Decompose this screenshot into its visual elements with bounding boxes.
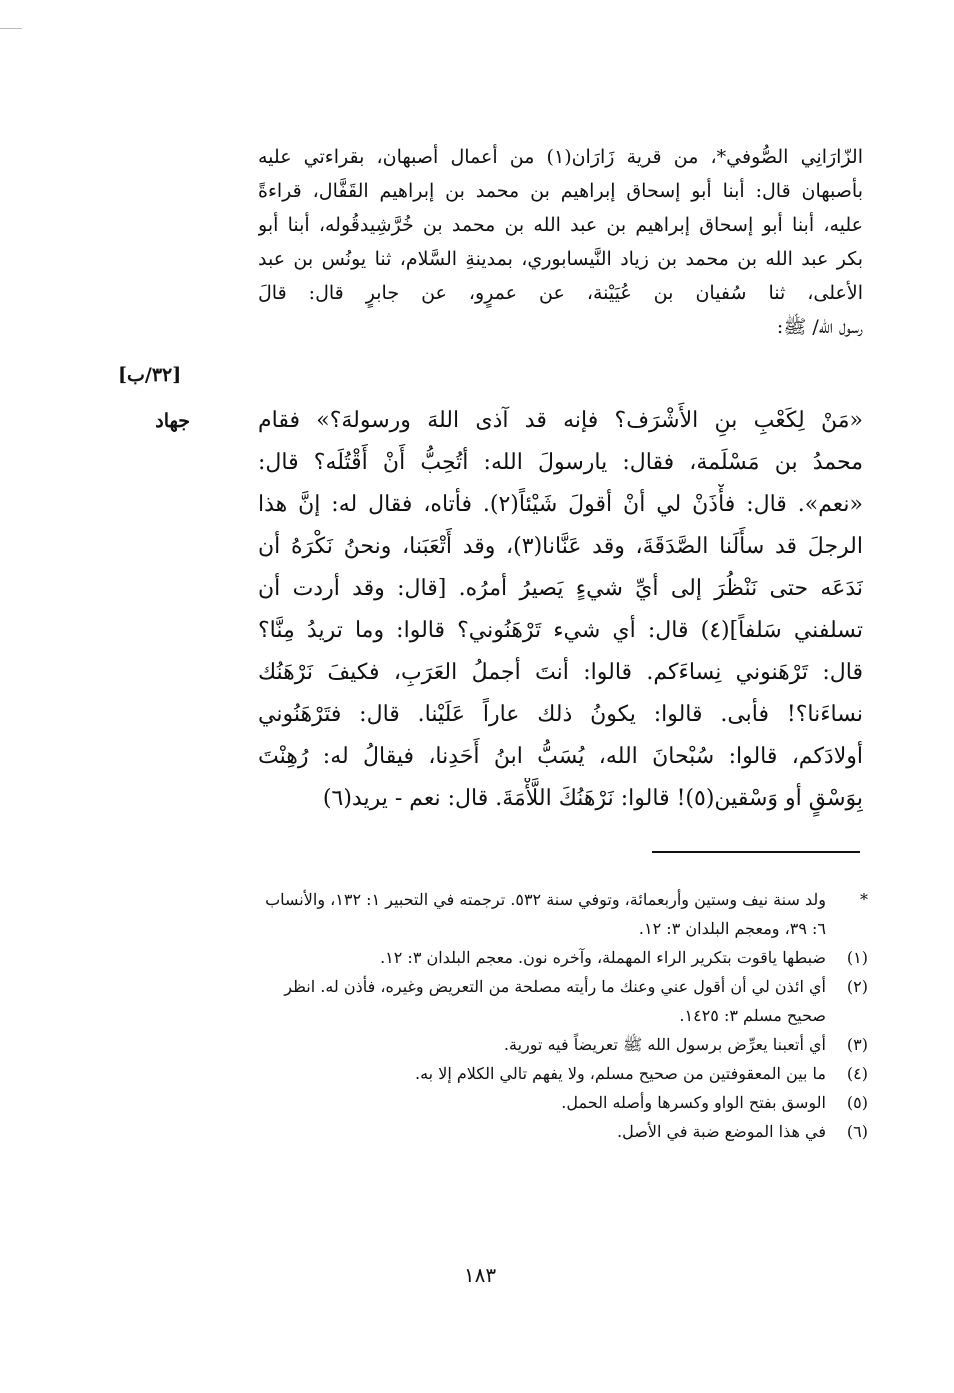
main-line-1: الزّارَانِي الصُّوفي*، من قرية زَارَان(١) من أعمال أصبهان، بقراءتي عليه xyxy=(258,146,863,168)
footnote-item xyxy=(258,972,868,1030)
main-line-3: عليه، أبنا أبو إسحاق إبراهيم بن عبد الله بن محمد بن خُرَّشِيدقُوله، أبنا أبو xyxy=(258,214,863,236)
footnote-text: ضبطها ياقوت بتكرير الراء المهملة، وآخره نون. معجم البلدان ٣: ١٢. xyxy=(380,948,826,967)
footnote-mark: * xyxy=(860,890,868,909)
hadith-line-6: تسلفني سَلفاً](٤) قال: أي شيء تَرْهَنُوني؟ قالوا: وما تريدُ مِنَّا؟ xyxy=(258,618,863,643)
hadith-line-2: محمدُ بن مَسْلَمة، فقال: يارسولَ الله: أتُحِبُّ أَنْ أَقْتُلَه؟ قال: xyxy=(258,450,863,475)
hadith-line-5: نَدَعَه حتى نَنْظُرَ إلى أيِّ شيءٍ يَصيرُ أمرُه. [قال: وقد أردت أن xyxy=(258,576,863,601)
footnote-item xyxy=(258,1088,868,1117)
footnote-text: ولد سنة نيف وستين وأربعمائة، وتوفي سنة ٥٣٢. ترجمته في التحبير ١: ١٣٢، والأنساب ٦: ٣٩، ومعجم البلدان ٣: ١٢. xyxy=(265,890,826,938)
footnotes xyxy=(258,885,868,1146)
footnote-mark: (١) xyxy=(846,948,868,967)
scan-corner-mark xyxy=(0,28,22,29)
footnote-item xyxy=(258,1117,868,1146)
hadith-text-block xyxy=(258,400,863,820)
main-line-5: الأعلى، ثنا سُفيان بن عُيَيْنة، عن عمرٍو، عن جابرٍ قال: قالَ xyxy=(258,282,863,304)
main-text-block xyxy=(258,140,863,344)
footnote-text: الوسق بفتح الواو وكسرها وأصله الحمل. xyxy=(561,1093,826,1112)
footnote-mark: (٢) xyxy=(846,977,868,996)
main-line-6: رسول الله/ ﷺ: xyxy=(776,316,863,338)
main-line-4: بكر عبد الله بن محمد بن زياد النَّيسابوري، بمدينةِ السَّلام، ثنا يونُس بن عبد xyxy=(258,248,863,270)
footnote-text: في هذا الموضع ضبة في الأصل. xyxy=(617,1122,826,1141)
footnote-mark: (٦) xyxy=(846,1122,868,1141)
hadith-line-7: قال: تَرْهَنوني نِساءَكم. قالوا: أنتَ أجملُ العَرَبِ، فكيفَ نَرْهَنُك xyxy=(258,660,863,685)
footnote-mark: (٣) xyxy=(846,1035,868,1054)
hadith-line-3: «نعم». قال: فأْذَنْ لي أنْ أقولَ شَيْئاً(٢). فأتاه، فقال له: إنَّ هذا xyxy=(258,492,863,517)
margin-topic-label: جهاد xyxy=(155,410,190,432)
page-number: ١٨٣ xyxy=(463,1263,497,1287)
footnote-separator xyxy=(652,851,860,853)
hadith-line-1: «مَنْ لِكَعْبِ بنِ الأَشْرَف؟ فإنه قد آذى اللهَ ورسولهَ؟» فقام xyxy=(258,408,863,433)
footnote-text: ما بين المعقوفتين من صحيح مسلم، ولا يفهم تالي الكلام إلا به. xyxy=(414,1064,826,1083)
main-line-2: بأصبهان قال: أبنا أبو إسحاق إبراهيم بن محمد بن إبراهيم القَفَّال، قراءةً xyxy=(258,180,863,202)
hadith-line-10: بِوَسْقٍ أو وَسْقين(٥)! قالوا: نَرْهَنُكَ اللَّأْمَةَ. قال: نعم - يريد(٦) xyxy=(322,786,863,811)
footnote-item xyxy=(258,885,868,943)
footnote-item xyxy=(258,1059,868,1088)
footnote-item xyxy=(258,1030,868,1059)
hadith-line-4: الرجلَ قد سأَلَنا الصَّدَقَةَ، وقد عَنَّانا(٣)، وقد أَتْعَبَنا، ونحنُ نَكْرَهُ أن xyxy=(258,534,863,559)
footnote-mark: (٤) xyxy=(846,1064,868,1083)
hadith-line-8: نساءَنا؟! فأبى. قالوا: يكونُ ذلك عاراً عَلَيْنا. قال: فتَرْهَنُوني xyxy=(258,702,863,727)
footnote-text: أي أتعبنا يعرِّض برسول الله ﷺ تعريضاً فيه تورية. xyxy=(503,1035,826,1054)
margin-folio-reference: [٣٢/ب] xyxy=(118,364,182,386)
footnote-mark: (٥) xyxy=(846,1093,868,1112)
footnote-item xyxy=(258,943,868,972)
footnote-text: أي ائذن لي أن أقول عني وعنك ما رأيته مصلحة من التعريض وغيره، فأذن له. انظر صحيح مسلم ٣: ١٤٢٥. xyxy=(284,977,826,1025)
hadith-line-9: أولادَكم، قالوا: سُبْحانَ الله، يُسَبُّ ابنُ أَحَدِنا، فيقالُ له: رُهِنْتَ xyxy=(258,744,863,769)
